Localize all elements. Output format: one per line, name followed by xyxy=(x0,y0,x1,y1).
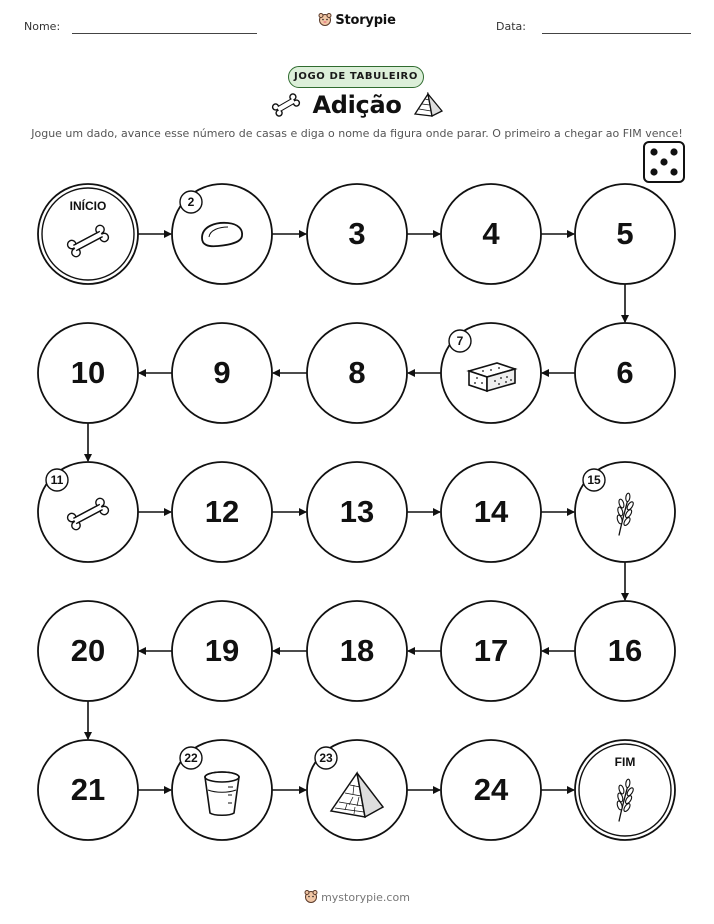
footer xyxy=(0,889,714,904)
space-number-small: 15 xyxy=(587,473,601,487)
footer-url: mystorypie.com xyxy=(321,891,410,904)
space-number: 20 xyxy=(70,633,106,668)
bean-icon xyxy=(202,223,242,246)
name-label: Nome: xyxy=(24,20,61,33)
space-number: 13 xyxy=(339,494,375,529)
space-number: 3 xyxy=(348,216,366,251)
date-label: Data: xyxy=(496,20,526,33)
space-number: 19 xyxy=(204,633,240,668)
space-number: 24 xyxy=(473,772,509,807)
cup-icon xyxy=(205,772,239,815)
space-number-small: 2 xyxy=(187,195,195,209)
space-number: 12 xyxy=(204,494,240,529)
space-number-small: 23 xyxy=(319,751,333,765)
start-label: INÍCIO xyxy=(69,199,107,213)
instructions: Jogue um dado, avance esse número de casas e diga o nome da figura onde parar. O primeiro a chegar ao FIM vence! xyxy=(31,127,683,140)
space-number: 17 xyxy=(473,633,509,668)
space-number: 16 xyxy=(607,633,643,668)
space-number: 21 xyxy=(70,772,106,807)
brand-name: Storypie xyxy=(335,13,396,28)
space-number: 4 xyxy=(482,216,500,251)
page-title: Adição xyxy=(312,91,402,119)
space-number: 18 xyxy=(339,633,375,668)
space-number: 8 xyxy=(348,355,366,390)
end-label: FIM xyxy=(614,755,636,769)
space-number: 10 xyxy=(70,355,106,390)
storypie-logo-icon xyxy=(304,889,318,903)
space-number: 14 xyxy=(473,494,509,529)
space-number-small: 11 xyxy=(50,473,64,487)
space-number: 9 xyxy=(213,355,231,390)
space-number: 6 xyxy=(616,355,634,390)
space-number-small: 7 xyxy=(456,334,464,348)
space-number: 5 xyxy=(616,216,634,251)
space-number-small: 22 xyxy=(184,751,198,765)
game-type-badge: JOGO DE TABULEIRO xyxy=(288,66,424,88)
